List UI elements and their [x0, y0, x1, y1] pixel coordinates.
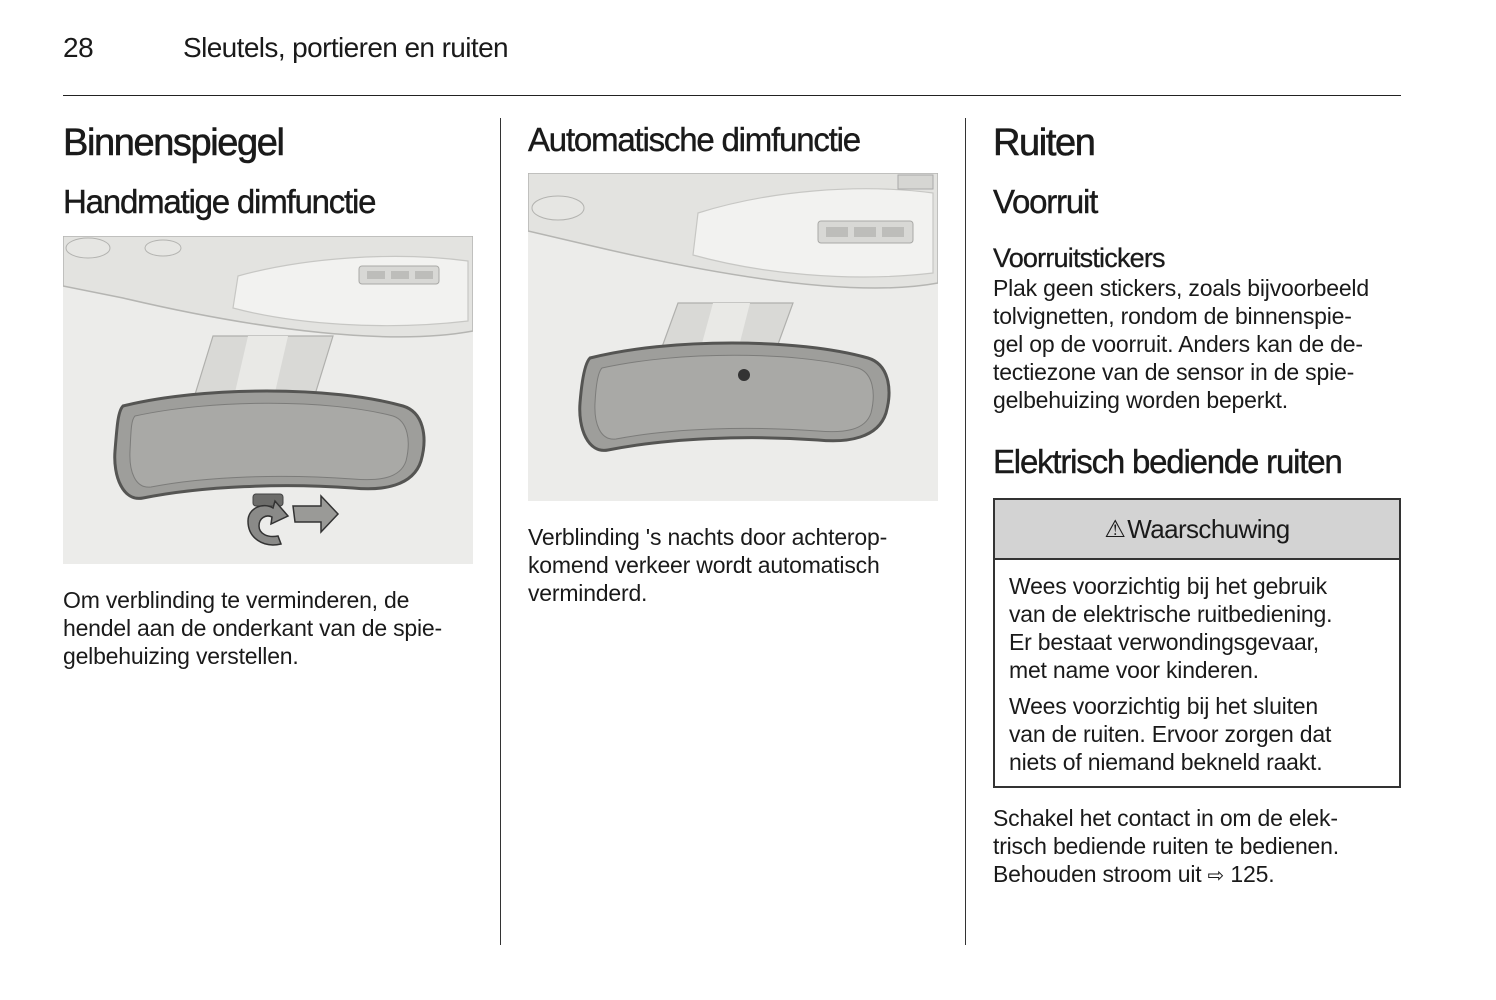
chapter-title: Sleutels, portieren en ruiten: [183, 32, 509, 63]
column-divider: [500, 118, 501, 945]
page-reference-link[interactable]: 125.: [1230, 861, 1275, 887]
paragraph-automatische-dimfunctie: Verblinding 's nachts door achterop- komend verkeer wordt automatisch verminderd.: [528, 524, 888, 606]
warning-paragraph: Wees voorzichtig bij het gebruik van de elektrische ruitbediening. Er bestaat verwondingsgevaar, met name voor kinderen.: [1009, 573, 1333, 683]
column-binnenspiegel: [63, 118, 473, 670]
subheading-automatische-dimfunctie: Automatische dimfunctie: [528, 121, 860, 158]
column-divider: [965, 118, 966, 945]
paragraph-handmatige-dimfunctie: Om verblinding te verminderen, de hendel aan de onderkant van de spie- gelbehuizing verstellen.: [63, 587, 442, 669]
minor-heading-voorruitstickers: Voorruitstickers: [993, 243, 1165, 273]
column-automatische-dimfunctie: [528, 118, 938, 607]
section-heading-binnenspiegel: Binnenspiegel: [63, 122, 284, 164]
warning-title: Waarschuwing: [1127, 513, 1290, 544]
header-rule: [63, 95, 1401, 96]
subheading-handmatige-dimfunctie: Handmatige dimfunctie: [63, 183, 376, 220]
warning-box: [993, 498, 1401, 788]
section-heading-ruiten: Ruiten: [993, 122, 1095, 164]
warning-body: [995, 560, 1399, 786]
page-number: 28: [63, 32, 94, 63]
mirror-manual-dim-illustration: [63, 236, 473, 564]
mirror-auto-dim-illustration: [528, 173, 938, 501]
warning-paragraph: Wees voorzichtig bij het sluiten van de ruiten. Ervoor zorgen dat niets of niemand bekneld raakt.: [1009, 693, 1332, 775]
paragraph-elektrisch-bediende-ruiten: Schakel het contact in om de elek- trisch bediende ruiten te bedienen. Behouden stroom uit ⇨ 125.: [993, 805, 1339, 887]
column-ruiten: [993, 118, 1403, 889]
subheading-voorruit: Voorruit: [993, 183, 1098, 220]
page-header: [63, 30, 1403, 70]
warning-triangle-icon: ⚠: [1104, 515, 1126, 543]
subheading-elektrisch-bediende-ruiten: Elektrisch bediende ruiten: [993, 443, 1342, 480]
paragraph-voorruitstickers: Plak geen stickers, zoals bijvoorbeeld tolvignetten, rondom de binnenspie- gel op de voorruit. Anders kan de de- tectiezone van de sensor in de spie- gelbehuizing worden beperkt.: [993, 275, 1369, 413]
page-reference-arrow-icon: ⇨: [1207, 863, 1225, 887]
warning-header: [995, 500, 1399, 560]
